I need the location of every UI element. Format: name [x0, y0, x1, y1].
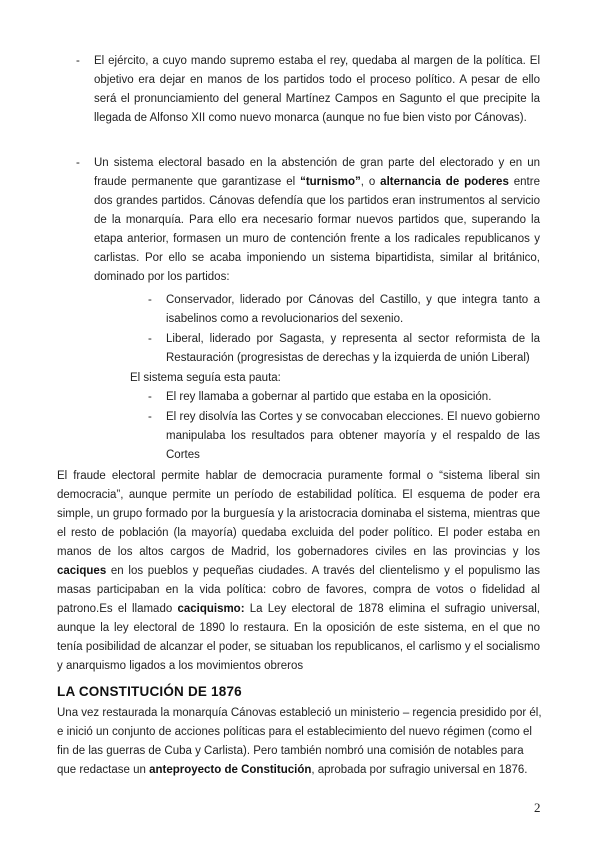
bullet-dash: -: [76, 55, 80, 67]
sub-bullet-dash: -: [148, 294, 152, 306]
fraud-paragraph: El fraude electoral permite hablar de democracia puramente formal o “sistema liberal sin democracia”, aunque permite un período de estabilidad política. El esquema de poder era simple, un grupo formado por la burguesía y la aristocracia dominaba el sistema, mientras que el resto de población (la mayoría) quedaba excluida del poder político. El poder estaba en manos de los altos cargos de Madrid, los gobernadores civiles en las provincias y los caciques en los pueblos y pequeñas ciudades. A través del clientelismo y el populismo las masas participaban en la vida política: cobro de favores, compra de votos o fidelidad al patrono.Es el llamado caciquismo: La Ley electoral de 1878 elimina el sufragio universal, aunque la ley electoral de 1890 lo restaura. En la oposición de este sistema, en el que no tenía posibilidad de alcanzar el poder, se situaban los republicanos, el carlismo y el socialismo y anarquismo ligados a los movimientos obreros: [57, 470, 540, 672]
electoral-system-bullet-text: Un sistema electoral basado en la abstención de gran parte del electorado y en un fraude permanente que garantizase el “turnismo”, o alternancia de poderes entre dos grandes partidos. Cánovas defendía que los partidos eran instrumentos al servicio de la monarquía. Para ello era necesario formar nuevos partidos que, superando la etapa anterior, formasen un muro de contención frente a los radicales republicanos y carlistas. Por ello se acaba imponiendo un sistema bipartidista, similar al británico, dominado por los partidos:: [94, 157, 540, 283]
sub-bullet-dash: -: [148, 333, 152, 345]
army-bullet-text: El ejército, a cuyo mando supremo estaba el rey, quedaba al margen de la política. El objetivo era dejar en manos de los partidos todo el proceso político. A pesar de ello será el pronunciamiento del general Martínez Campos en Sagunto el que precipite la llegada de Alfonso XII como nuevo monarca (aunque no fue bien visto por Cánovas).: [94, 55, 540, 124]
bullet-dash: -: [76, 157, 80, 169]
party-liberal: Liberal, liderado por Sagasta, y representa al sector reformista de la Restauración (progresistas de derechas y la izquierda de unión Liberal): [166, 333, 540, 364]
turnismo-term: “turnismo”: [300, 176, 361, 188]
caciques-term: caciques: [57, 565, 107, 577]
anteproyecto-term: anteproyecto de Constitución: [149, 764, 312, 776]
constitution-paragraph: Una vez restaurada la monarquía Cánovas estableció un ministerio – regencia presidido por él, e inició un conjunto de acciones políticas para el establecimiento del nuevo régimen (como el fin de las guerras de Cuba y Carlista). Pero también nombró una comisión de notables para que redactase un anteproyecto de Constitución, aprobada por sufragio universal en 1876.: [57, 707, 542, 776]
sub-bullet-dash: -: [148, 411, 152, 423]
party-conservador: Conservador, liderado por Cánovas del Castillo, y que integra tanto a isabelinos como a revolucionarios del sexenio.: [166, 294, 540, 325]
section-heading: LA CONSTITUCIÓN DE 1876: [57, 684, 242, 699]
caciquismo-term: caciquismo:: [177, 603, 245, 615]
pattern-intro: El sistema seguía esta pauta:: [130, 372, 281, 384]
page-number: 2: [534, 800, 541, 815]
alternancia-term: alternancia de poderes: [380, 176, 509, 188]
pattern-step-1: El rey llamaba a gobernar al partido que estaba en la oposición.: [166, 391, 492, 403]
pattern-step-2: El rey disolvía las Cortes y se convocaban elecciones. El nuevo gobierno manipulaba los resultados para obtener mayoría y el respaldo de las Cortes: [166, 411, 540, 461]
sub-bullet-dash: -: [148, 391, 152, 403]
